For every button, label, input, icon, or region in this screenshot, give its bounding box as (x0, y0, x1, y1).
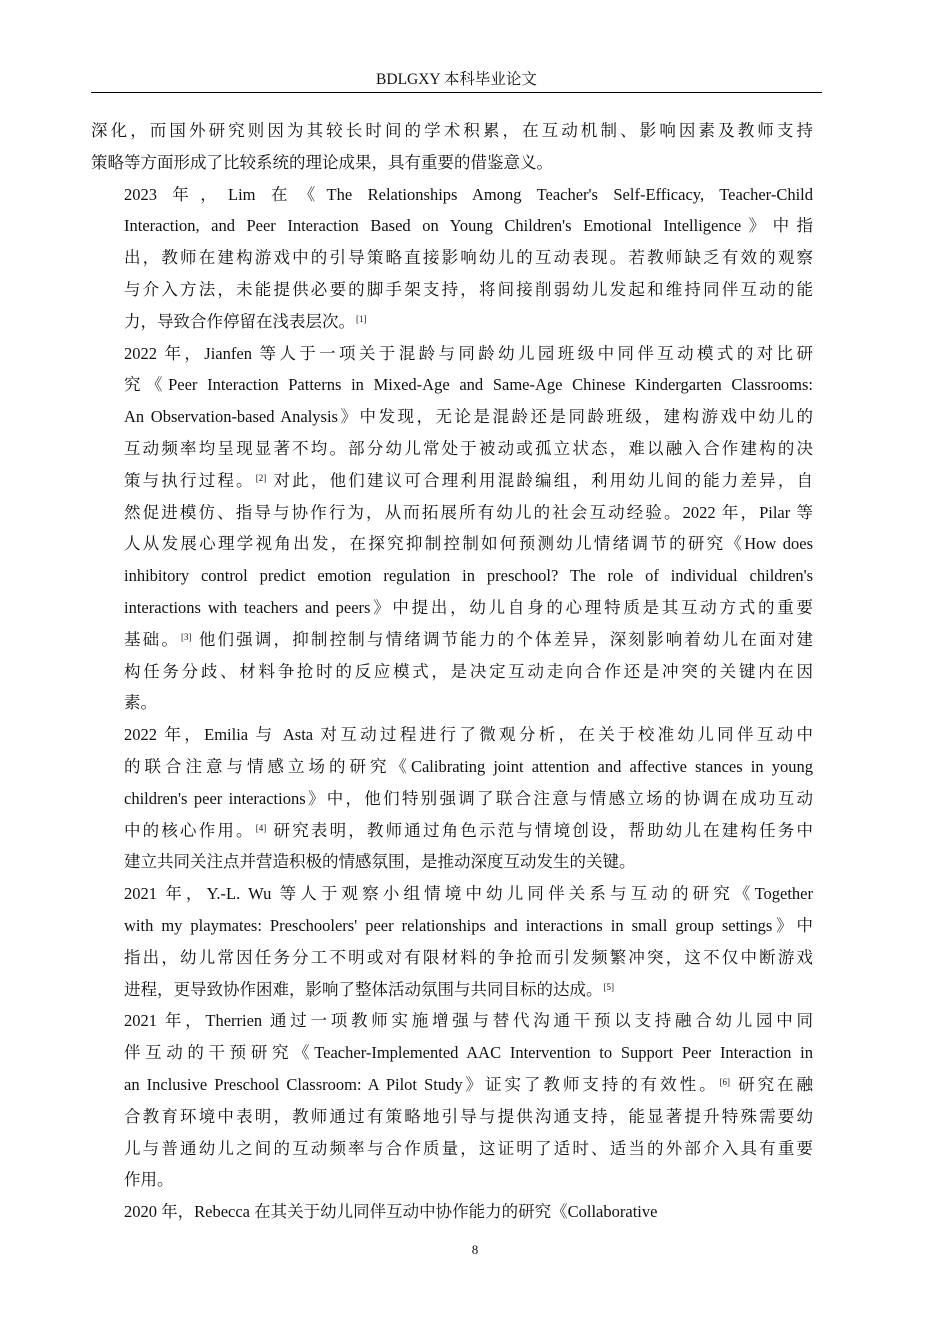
text-line (91, 910, 813, 942)
line-text: 合教育环境中表明，教师通过有策略地引导与提供沟通支持，能显著提升特殊需要幼 (124, 1106, 813, 1126)
paragraph (91, 719, 813, 878)
text-line (91, 147, 813, 179)
text-line (91, 592, 813, 624)
line-text: 进程，更导致协作困难，影响了整体活动氛围与共同目标的达成。 (124, 979, 603, 999)
text-line (91, 846, 813, 878)
line-text: 构任务分歧、材料争抢时的反应模式，是决定互动走向合作还是冲突的关键内在因 (124, 661, 813, 681)
line-text: 作用。 (124, 1170, 174, 1190)
text-line (91, 942, 813, 974)
text-line (91, 1196, 813, 1228)
text-line (91, 401, 813, 433)
paragraph (91, 338, 813, 720)
line-text: An Observation-based Analysis》中发现，无论是混龄还是同龄班级，建构游戏中幼儿的 (124, 407, 813, 427)
text-line (91, 306, 813, 338)
text-line (91, 338, 813, 370)
text-line (91, 560, 813, 592)
text-line (91, 1005, 813, 1037)
line-text-continued: 对此，他们建议可合理利用混龄编组，利用幼儿间的能力差异，自 (267, 470, 814, 490)
text-line (91, 433, 813, 465)
line-text: 与介入方法，未能提供必要的脚手架支持，将间接削弱幼儿发起和维持同伴互动的能 (124, 279, 813, 299)
line-text: 素。 (124, 693, 157, 713)
line-text: 的联合注意与情感立场的研究《Calibrating joint attention and affective stances in young (124, 756, 813, 776)
line-text: 2023 年，Lim 在《The Relationships Among Teacher's Self-Efficacy, Teacher-Child (124, 184, 813, 204)
paragraph (91, 878, 813, 1005)
citation-marker: [6] (719, 1076, 731, 1087)
line-text: 2022 年，Jianfen 等人于一项关于混龄与同龄幼儿园班级中同伴互动模式的对比研 (124, 343, 813, 363)
line-text: 策略等方面形成了比较系统的理论成果，具有重要的借鉴意义。 (91, 152, 553, 172)
text-line (91, 1069, 813, 1101)
text-line (91, 783, 813, 815)
line-text-continued: 研究在融 (731, 1074, 813, 1094)
text-line (91, 687, 813, 719)
line-text: 然促进模仿、指导与协作行为，从而拓展所有幼儿的社会互动经验。2022 年，Pilar 等 (124, 502, 813, 522)
text-line (91, 115, 813, 147)
line-text: 建立共同关注点并营造积极的情感氛围，是推动深度互动发生的关键。 (124, 852, 636, 872)
line-text: with my playmates: Preschoolers' peer relationships and interactions in small group settings》中 (124, 915, 813, 935)
line-text: 伴互动的干预研究《Teacher-Implemented AAC Intervention to Support Peer Interaction in (124, 1043, 813, 1063)
line-text: 指出，幼儿常因任务分工不明或对有限材料的争抢而引发频繁冲突，这不仅中断游戏 (124, 947, 813, 967)
text-line (91, 656, 813, 688)
text-line (91, 624, 813, 656)
text-line (91, 815, 813, 847)
citation-marker: [2] (255, 472, 267, 483)
text-line (91, 465, 813, 497)
paragraph (91, 179, 813, 338)
text-line (91, 242, 813, 274)
line-text: interactions with teachers and peers》中提出，幼儿自身的心理特质是其互动方式的重要 (124, 597, 813, 617)
page-number: 8 (471, 1242, 479, 1257)
text-line (91, 974, 813, 1006)
citation-marker: [5] (603, 981, 614, 992)
text-line (91, 1133, 813, 1165)
line-text: 儿与普通幼儿之间的互动频率与合作质量，这证明了适时、适当的外部介入具有重要 (124, 1138, 813, 1158)
paragraph (91, 1005, 813, 1196)
line-text: 中的核心作用。 (124, 820, 255, 840)
paragraph (91, 115, 813, 179)
body-text (91, 115, 813, 1228)
line-text: 人从发展心理学视角出发，在探究抑制控制如何预测幼儿情绪调节的研究《How does (124, 534, 813, 554)
text-line (91, 369, 813, 401)
line-text: 2021 年，Therrien 通过一项教师实施增强与替代沟通干预以支持融合幼儿园中同 (124, 1011, 813, 1031)
line-text: 策与执行过程。 (124, 470, 255, 490)
line-text: 力，导致合作停留在浅表层次。 (124, 311, 355, 331)
citation-marker: [4] (255, 822, 267, 833)
paragraph (91, 1196, 813, 1228)
text-line (91, 1037, 813, 1069)
header-divider (91, 92, 822, 93)
text-line (91, 497, 813, 529)
line-text-continued: 他们强调，抑制控制与情绪调节能力的个体差异，深刻影响着幼儿在面对建 (192, 629, 813, 649)
line-text: 基础。 (124, 629, 181, 649)
line-text: an Inclusive Preschool Classroom: A Pilot Study》证实了教师支持的有效性。 (124, 1074, 719, 1094)
line-text: Interaction, and Peer Interaction Based on Young Children's Emotional Intelligence》中指 (124, 216, 813, 236)
page-header: BDLGXY 本科毕业论文 (376, 71, 537, 88)
text-line (91, 179, 813, 211)
line-text: 2022 年，Emilia 与 Asta 对互动过程进行了微观分析，在关于校准幼儿同伴互动中 (124, 725, 813, 745)
line-text: 互动频率均呈现显著不均。部分幼儿常处于被动或孤立状态，难以融入合作建构的决 (124, 438, 813, 458)
text-line (91, 1101, 813, 1133)
citation-marker: [3] (181, 631, 192, 642)
text-line (91, 878, 813, 910)
line-text: 出，教师在建构游戏中的引导策略直接影响幼儿的互动表现。若教师缺乏有效的观察 (124, 248, 813, 268)
line-text: 究《Peer Interaction Patterns in Mixed-Age and Same-Age Chinese Kindergarten Classrooms: (124, 375, 813, 395)
line-text: children's peer interactions》中，他们特别强调了联合注意与情感立场的协调在成功互动 (124, 788, 813, 808)
line-text: 深化，而国外研究则因为其较长时间的学术积累，在互动机制、影响因素及教师支持 (91, 121, 813, 140)
line-text: inhibitory control predict emotion regulation in preschool? The role of individual children's (124, 566, 813, 586)
text-line (91, 528, 813, 560)
text-line (91, 719, 813, 751)
text-line (91, 274, 813, 306)
line-text: 2020 年，Rebecca 在其关于幼儿同伴互动中协作能力的研究《Collaborative (124, 1202, 658, 1222)
text-line (91, 1164, 813, 1196)
text-line (91, 751, 813, 783)
text-line (91, 210, 813, 242)
line-text: 2021 年，Y.-L. Wu 等人于观察小组情境中幼儿同伴关系与互动的研究《Together (124, 884, 813, 904)
line-text-continued: 研究表明，教师通过角色示范与情境创设，帮助幼儿在建构任务中 (267, 820, 814, 840)
citation-marker: [1] (356, 313, 367, 324)
